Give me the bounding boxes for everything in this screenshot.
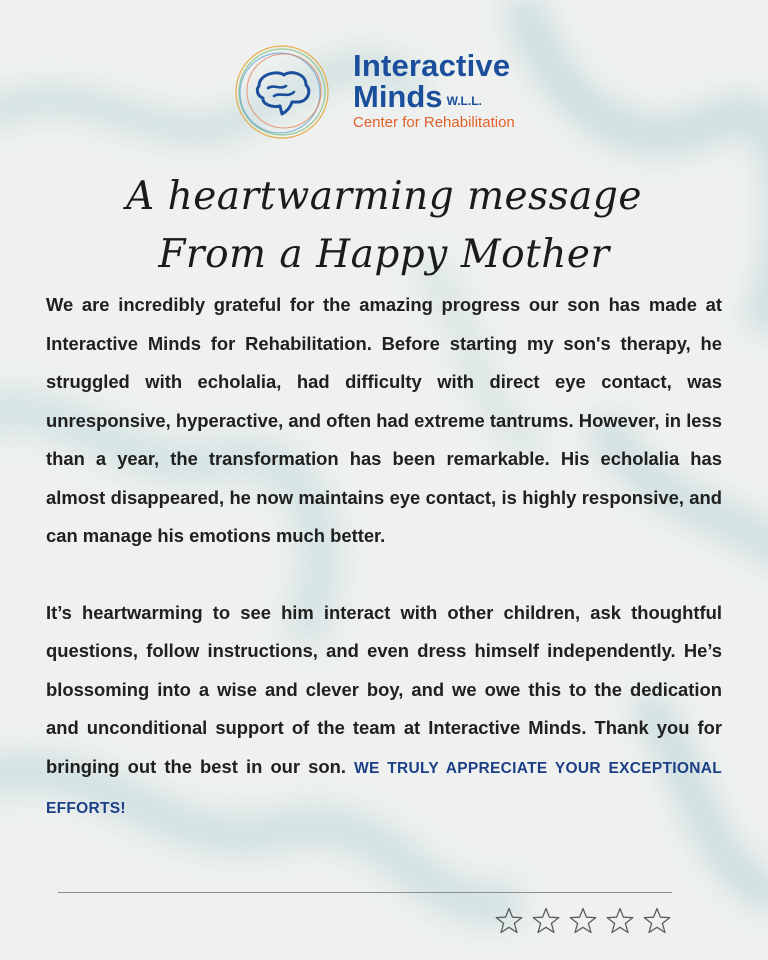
- star-outline-icon: [531, 906, 561, 936]
- brand-name-line2: [353, 80, 482, 118]
- brand-logo: [232, 42, 552, 146]
- brain-icon: [232, 42, 336, 146]
- brand-tagline: Center for Rehabilitation: [353, 114, 515, 131]
- title-line1: A heartwarming message: [126, 174, 642, 219]
- testimonial-paragraph-2: [46, 594, 722, 829]
- testimonial-body: [46, 286, 722, 829]
- star-outline-icon: [568, 906, 598, 936]
- star-outline-icon: [494, 906, 524, 936]
- star-outline-icon: [605, 906, 635, 936]
- star-outline-icon: [642, 906, 672, 936]
- brand-name-minds: Minds: [353, 79, 443, 114]
- page-title: [0, 168, 768, 284]
- brand-name-line1: Interactive: [353, 48, 511, 83]
- appreciation-highlight: WE TRULY APPRECIATE YOUR EXCEPTIONAL EFFORTS!: [46, 759, 722, 817]
- star-rating: [494, 906, 672, 936]
- brand-suffix: W.L.L.: [446, 94, 482, 108]
- title-line2: From a Happy Mother: [158, 232, 610, 277]
- divider: [58, 892, 672, 893]
- paragraph-2-text: It’s heartwarming to see him interact with other children, ask thoughtful questions, follow instructions, and even dress himself independently. He’s blossoming into a wise and clever boy, and we owe this to the dedication and unconditional support of the team at Interactive Minds. Thank you for bringing out the best in our son.: [46, 601, 722, 777]
- testimonial-paragraph-1: We are incredibly grateful for the amazing progress our son has made at Interactive Minds for Rehabilitation. Before starting my son's therapy, he struggled with echolalia, had difficulty with direct eye contact, was unresponsive, hyperactive, and often had extreme tantrums. However, in less than a year, the transformation has been remarkable. His echolalia has almost disappeared, he now maintains eye contact, is highly responsive, and can manage his emotions much better.: [46, 294, 722, 546]
